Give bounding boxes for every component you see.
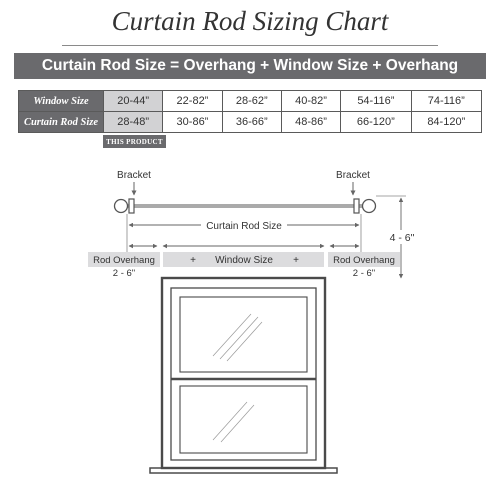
window-outer-frame	[162, 278, 325, 468]
overhang-left-label: Rod Overhang	[93, 255, 155, 266]
height-label: 4 - 6"	[389, 232, 415, 244]
row-header-window-size: Window Size	[19, 91, 104, 112]
curtain-rod	[115, 199, 376, 213]
table-cell: 22-82”	[163, 91, 222, 112]
bracket-right-label: Bracket	[336, 170, 370, 181]
table-cell: 20-44”	[104, 91, 163, 112]
table-cell: 28-62”	[222, 91, 281, 112]
table-cell: 84-120”	[411, 112, 481, 133]
window-size-label: Window Size	[215, 255, 273, 266]
overhang-right-value: 2 - 6"	[352, 268, 376, 279]
formula-banner: Curtain Rod Size = Overhang + Window Size + Overhang	[14, 53, 486, 79]
plus-right: +	[293, 255, 299, 266]
this-product-badge: THIS PRODUCT	[103, 135, 166, 148]
table-cell: 66-120”	[341, 112, 411, 133]
window-upper-pane	[180, 297, 307, 372]
table-cell: 48-86”	[281, 112, 340, 133]
bracket-right	[354, 199, 359, 213]
window-inner-frame	[171, 288, 316, 460]
glass-reflection-upper	[213, 314, 262, 361]
bracket-left	[129, 199, 134, 213]
rod-size-label: Curtain Rod Size	[206, 221, 282, 232]
row-header-curtain-rod-size: Curtain Rod Size	[19, 112, 104, 133]
bracket-left-label: Bracket	[117, 170, 151, 181]
table-cell: 74-116”	[411, 91, 481, 112]
window-lower-pane	[180, 386, 307, 453]
overhang-left-value: 2 - 6"	[112, 268, 136, 279]
table-cell: 28-48”	[104, 112, 163, 133]
overhang-right-label: Rod Overhang	[333, 255, 395, 266]
table-cell: 40-82”	[281, 91, 340, 112]
chart-title: Curtain Rod Sizing Chart	[111, 6, 389, 36]
window-illustration	[150, 278, 337, 473]
rod-finial-left	[115, 200, 128, 213]
table-cell: 54-116”	[341, 91, 411, 112]
table-cell: 30-86”	[163, 112, 222, 133]
rod-finial-right	[363, 200, 376, 213]
glass-reflection-lower	[213, 402, 254, 442]
window-sill	[150, 468, 337, 473]
plus-left: +	[190, 255, 196, 266]
table-cell: 36-66”	[222, 112, 281, 133]
